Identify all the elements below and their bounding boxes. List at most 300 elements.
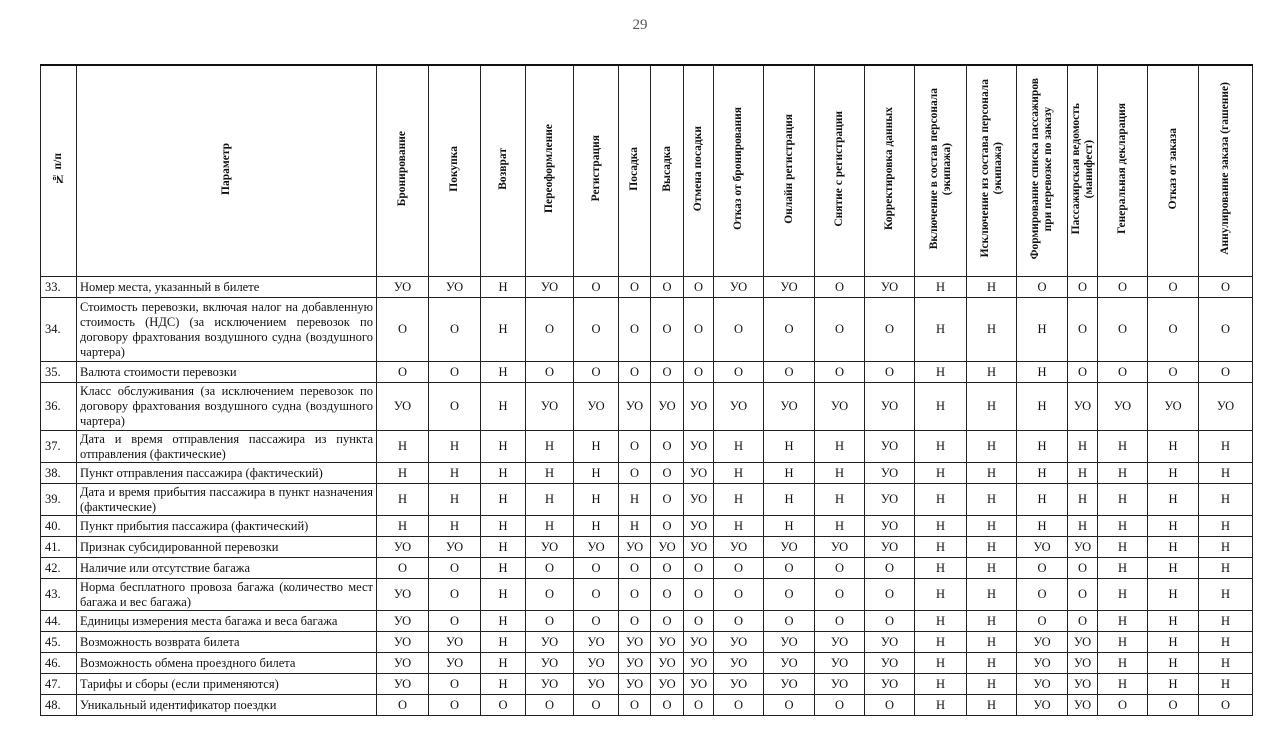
row-value: Н (481, 298, 526, 362)
row-value: УО (865, 674, 915, 695)
header-column: Бронирование (377, 65, 429, 277)
row-value: Н (764, 431, 815, 463)
table-row (41, 298, 1253, 362)
header-column: Возврат (481, 65, 526, 277)
row-value: О (619, 431, 651, 463)
row-value: УО (714, 277, 764, 298)
row-value: Н (481, 611, 526, 632)
row-value: Н (1068, 431, 1098, 463)
row-value: Н (915, 695, 967, 716)
row-value: УО (1017, 632, 1068, 653)
row-value: Н (1017, 484, 1068, 516)
row-value: Н (967, 632, 1017, 653)
row-value: О (526, 298, 574, 362)
table-row (41, 653, 1253, 674)
row-parameter: Дата и время отправления пассажира из пункта отправления (фактические) (77, 431, 377, 463)
row-value: Н (1148, 611, 1199, 632)
row-number: 45. (41, 632, 77, 653)
row-value: Н (619, 484, 651, 516)
row-value: Н (377, 484, 429, 516)
row-value: УО (651, 537, 684, 558)
row-value: О (764, 298, 815, 362)
table-row (41, 695, 1253, 716)
row-value: О (684, 558, 714, 579)
row-value: О (815, 277, 865, 298)
row-value: О (526, 611, 574, 632)
row-value: О (764, 579, 815, 611)
row-parameter: Валюта стоимости перевозки (77, 362, 377, 383)
row-value: УО (377, 537, 429, 558)
table-row (41, 674, 1253, 695)
row-value: О (815, 362, 865, 383)
row-value: УО (377, 632, 429, 653)
row-number: 46. (41, 653, 77, 674)
row-value: УО (651, 383, 684, 431)
row-value: О (619, 463, 651, 484)
row-value: УО (526, 653, 574, 674)
row-value: О (619, 695, 651, 716)
row-value: Н (481, 516, 526, 537)
row-value: УО (377, 383, 429, 431)
row-value: УО (651, 653, 684, 674)
row-value: О (377, 558, 429, 579)
row-value: Н (1017, 298, 1068, 362)
row-value: Н (619, 516, 651, 537)
row-value: Н (1098, 632, 1148, 653)
row-value: УО (684, 632, 714, 653)
row-value: О (1098, 298, 1148, 362)
row-value: УО (714, 383, 764, 431)
row-value: О (651, 277, 684, 298)
row-value: УО (684, 383, 714, 431)
row-value: Н (1199, 558, 1253, 579)
row-value: Н (915, 431, 967, 463)
row-value: УО (619, 653, 651, 674)
row-value: УО (764, 383, 815, 431)
row-value: О (865, 611, 915, 632)
table-row (41, 362, 1253, 383)
row-value: Н (377, 463, 429, 484)
row-value: О (1098, 277, 1148, 298)
row-value: УО (526, 674, 574, 695)
row-value: УО (714, 674, 764, 695)
row-value: О (684, 362, 714, 383)
row-number: 48. (41, 695, 77, 716)
row-value: Н (967, 362, 1017, 383)
row-value: УО (764, 537, 815, 558)
row-number: 35. (41, 362, 77, 383)
row-value: Н (429, 463, 481, 484)
row-value: Н (1148, 516, 1199, 537)
row-value: Н (1148, 484, 1199, 516)
row-value: Н (967, 298, 1017, 362)
row-value: О (429, 558, 481, 579)
row-number: 41. (41, 537, 77, 558)
row-value: УО (619, 674, 651, 695)
row-value: Н (1098, 463, 1148, 484)
row-number: 44. (41, 611, 77, 632)
row-value: УО (684, 537, 714, 558)
header-num: № п/п (41, 65, 77, 277)
row-value: УО (865, 537, 915, 558)
row-value: Н (1148, 674, 1199, 695)
row-value: УО (1068, 695, 1098, 716)
row-value: О (429, 611, 481, 632)
row-value: Н (481, 632, 526, 653)
row-value: УО (377, 579, 429, 611)
row-value: Н (815, 484, 865, 516)
row-value: УО (574, 537, 619, 558)
row-value: О (619, 362, 651, 383)
row-value: УО (574, 674, 619, 695)
row-value: УО (684, 463, 714, 484)
row-value: Н (815, 431, 865, 463)
row-value: Н (1098, 579, 1148, 611)
row-value: Н (915, 298, 967, 362)
row-value: Н (967, 277, 1017, 298)
row-value: УО (429, 277, 481, 298)
row-value: Н (915, 362, 967, 383)
row-value: УО (619, 632, 651, 653)
row-value: О (619, 298, 651, 362)
row-value: Н (526, 516, 574, 537)
row-value: УО (377, 653, 429, 674)
row-value: УО (1068, 653, 1098, 674)
row-value: О (714, 579, 764, 611)
row-value: Н (526, 484, 574, 516)
row-number: 39. (41, 484, 77, 516)
row-value: Н (429, 484, 481, 516)
row-value: Н (1017, 383, 1068, 431)
row-value: Н (377, 431, 429, 463)
row-value: О (651, 558, 684, 579)
table-header-row (41, 65, 1253, 277)
table-row (41, 431, 1253, 463)
row-number: 43. (41, 579, 77, 611)
row-value: Н (714, 516, 764, 537)
row-value: УО (865, 516, 915, 537)
row-value: Н (1199, 653, 1253, 674)
row-value: УО (574, 653, 619, 674)
row-value: О (714, 298, 764, 362)
row-value: УО (865, 383, 915, 431)
row-value: УО (1017, 695, 1068, 716)
row-value: Н (1098, 516, 1148, 537)
row-value: УО (526, 277, 574, 298)
row-value: Н (574, 431, 619, 463)
row-value: О (1199, 695, 1253, 716)
header-column: Генеральная декларация (1098, 65, 1148, 277)
row-value: УО (815, 632, 865, 653)
row-value: О (1017, 558, 1068, 579)
row-value: Н (1017, 516, 1068, 537)
row-value: Н (915, 674, 967, 695)
row-value: Н (1068, 516, 1098, 537)
row-value: О (377, 362, 429, 383)
header-column: Корректировка данных (865, 65, 915, 277)
row-value: Н (1098, 537, 1148, 558)
row-value: Н (1098, 558, 1148, 579)
row-value: Н (1068, 463, 1098, 484)
row-value: УО (865, 632, 915, 653)
row-value: Н (481, 653, 526, 674)
row-value: О (714, 558, 764, 579)
row-value: О (684, 695, 714, 716)
row-value: Н (1098, 611, 1148, 632)
row-value: О (1199, 362, 1253, 383)
row-value: Н (915, 579, 967, 611)
row-value: Н (967, 695, 1017, 716)
row-value: УО (1068, 674, 1098, 695)
row-value: УО (815, 537, 865, 558)
row-parameter: Единицы измерения места багажа и веса багажа (77, 611, 377, 632)
row-value: УО (865, 463, 915, 484)
row-value: Н (481, 674, 526, 695)
row-value: Н (1148, 431, 1199, 463)
row-value: О (526, 558, 574, 579)
row-value: О (429, 695, 481, 716)
row-value: УО (1017, 674, 1068, 695)
row-value: О (1199, 277, 1253, 298)
row-value: Н (1098, 653, 1148, 674)
row-value: УО (1098, 383, 1148, 431)
row-value: Н (915, 653, 967, 674)
row-value: Н (967, 537, 1017, 558)
row-value: О (684, 277, 714, 298)
row-value: Н (967, 431, 1017, 463)
row-number: 42. (41, 558, 77, 579)
row-value: О (619, 277, 651, 298)
row-value: О (764, 558, 815, 579)
row-value: О (651, 362, 684, 383)
row-value: Н (967, 558, 1017, 579)
row-value: О (574, 695, 619, 716)
row-value: УО (865, 653, 915, 674)
row-value: УО (429, 632, 481, 653)
row-value: УО (574, 383, 619, 431)
row-value: О (1017, 579, 1068, 611)
row-value: Н (714, 431, 764, 463)
row-value: Н (526, 463, 574, 484)
row-value: О (865, 362, 915, 383)
row-value: УО (764, 632, 815, 653)
row-value: О (377, 298, 429, 362)
row-value: Н (915, 516, 967, 537)
row-value: УО (764, 674, 815, 695)
row-value: О (1068, 611, 1098, 632)
row-value: О (651, 611, 684, 632)
row-value: Н (967, 611, 1017, 632)
row-value: Н (1148, 653, 1199, 674)
row-value: О (574, 298, 619, 362)
row-value: Н (1199, 611, 1253, 632)
row-parameter: Возможность возврата билета (77, 632, 377, 653)
header-column: Переоформление (526, 65, 574, 277)
row-value: Н (481, 277, 526, 298)
row-value: О (651, 579, 684, 611)
row-value: О (764, 362, 815, 383)
row-value: О (574, 277, 619, 298)
row-value: Н (967, 463, 1017, 484)
row-value: Н (915, 484, 967, 516)
row-value: О (526, 362, 574, 383)
row-value: УО (764, 277, 815, 298)
row-parameter: Класс обслуживания (за исключением перевозок по договору фрахтования воздушного судна (воздушного чартера) (77, 383, 377, 431)
row-value: УО (377, 674, 429, 695)
row-value: Н (815, 516, 865, 537)
row-value: Н (481, 558, 526, 579)
table-row (41, 579, 1253, 611)
row-value: УО (1017, 653, 1068, 674)
row-parameter: Пункт прибытия пассажира (фактический) (77, 516, 377, 537)
row-number: 37. (41, 431, 77, 463)
row-number: 33. (41, 277, 77, 298)
row-parameter: Стоимость перевозки, включая налог на добавленную стоимость (НДС) (за исключением перевозок по договору фрахтования воздушного судна (воздушного чартера) (77, 298, 377, 362)
row-value: УО (1199, 383, 1253, 431)
row-value: Н (1017, 362, 1068, 383)
table-row (41, 277, 1253, 298)
row-value: Н (1199, 463, 1253, 484)
row-value: УО (1017, 537, 1068, 558)
row-number: 47. (41, 674, 77, 695)
row-value: О (865, 579, 915, 611)
header-column: Отмена посадки (684, 65, 714, 277)
header-column: Аннулирование заказа (гашение) (1199, 65, 1253, 277)
row-value: О (815, 611, 865, 632)
row-value: О (764, 611, 815, 632)
row-value: Н (764, 463, 815, 484)
row-value: О (865, 558, 915, 579)
row-value: УО (526, 632, 574, 653)
row-value: О (526, 579, 574, 611)
row-value: Н (1017, 431, 1068, 463)
row-value: УО (865, 277, 915, 298)
row-value: Н (1148, 632, 1199, 653)
row-value: О (574, 611, 619, 632)
row-value: Н (574, 484, 619, 516)
row-value: О (1068, 277, 1098, 298)
row-value: Н (1098, 674, 1148, 695)
row-value: О (1017, 277, 1068, 298)
table-row (41, 484, 1253, 516)
row-value: УО (684, 653, 714, 674)
row-value: О (429, 383, 481, 431)
row-number: 40. (41, 516, 77, 537)
row-value: О (429, 362, 481, 383)
row-value: УО (684, 431, 714, 463)
row-number: 36. (41, 383, 77, 431)
row-value: О (1098, 695, 1148, 716)
row-value: УО (714, 653, 764, 674)
row-value: Н (967, 653, 1017, 674)
row-value: Н (481, 362, 526, 383)
row-value: Н (714, 484, 764, 516)
row-value: О (684, 611, 714, 632)
row-value: УО (377, 611, 429, 632)
table-row (41, 632, 1253, 653)
row-value: УО (1068, 383, 1098, 431)
row-value: УО (865, 431, 915, 463)
row-value: Н (1199, 431, 1253, 463)
row-value: Н (1199, 537, 1253, 558)
row-value: О (1068, 558, 1098, 579)
header-column: Высадка (651, 65, 684, 277)
row-value: О (815, 695, 865, 716)
row-value: О (429, 298, 481, 362)
header-column: Снятие с регистрации (815, 65, 865, 277)
row-value: Н (481, 579, 526, 611)
row-value: УО (815, 674, 865, 695)
row-value: Н (967, 383, 1017, 431)
row-value: О (865, 695, 915, 716)
row-value: Н (1148, 558, 1199, 579)
row-value: О (651, 298, 684, 362)
row-value: Н (915, 632, 967, 653)
header-column: Пассажирская ведомость (манифест) (1068, 65, 1098, 277)
parameters-table (40, 64, 1253, 716)
row-value: Н (815, 463, 865, 484)
row-value: О (619, 579, 651, 611)
row-value: О (815, 558, 865, 579)
row-value: Н (481, 484, 526, 516)
row-value: Н (1017, 463, 1068, 484)
row-parameter: Дата и время прибытия пассажира в пункт назначения (фактические) (77, 484, 377, 516)
row-parameter: Норма бесплатного провоза багажа (количество мест багажа и вес багажа) (77, 579, 377, 611)
row-value: УО (619, 383, 651, 431)
row-value: О (1148, 695, 1199, 716)
header-column: Отказ от бронирования (714, 65, 764, 277)
row-value: Н (1098, 484, 1148, 516)
row-value: Н (481, 431, 526, 463)
row-value: Н (1199, 632, 1253, 653)
row-value: О (429, 579, 481, 611)
row-value: Н (429, 431, 481, 463)
row-value: УО (574, 632, 619, 653)
row-value: УО (764, 653, 815, 674)
row-value: О (429, 674, 481, 695)
table-row (41, 516, 1253, 537)
row-value: О (714, 362, 764, 383)
row-value: Н (429, 516, 481, 537)
row-value: Н (1148, 579, 1199, 611)
row-value: Н (764, 484, 815, 516)
row-value: Н (1199, 674, 1253, 695)
row-parameter: Признак субсидированной перевозки (77, 537, 377, 558)
row-value: О (865, 298, 915, 362)
row-value: УО (1068, 632, 1098, 653)
row-value: Н (574, 516, 619, 537)
row-value: УО (1148, 383, 1199, 431)
row-value: О (1148, 362, 1199, 383)
row-parameter: Возможность обмена проездного билета (77, 653, 377, 674)
row-value: УО (1068, 537, 1098, 558)
row-value: О (764, 695, 815, 716)
row-value: УО (684, 484, 714, 516)
header-column: Регистрация (574, 65, 619, 277)
header-column: Формирование списка пассажиров при перевозке по заказу (1017, 65, 1068, 277)
row-value: О (651, 484, 684, 516)
row-value: О (1068, 362, 1098, 383)
table-row (41, 558, 1253, 579)
page-number: 29 (632, 17, 648, 33)
row-value: О (574, 558, 619, 579)
row-value: О (651, 516, 684, 537)
row-value: О (1068, 579, 1098, 611)
row-value: УО (651, 674, 684, 695)
header-column: Включение в состав персонала (экипажа) (915, 65, 967, 277)
table-body (41, 277, 1253, 716)
row-value: Н (574, 463, 619, 484)
